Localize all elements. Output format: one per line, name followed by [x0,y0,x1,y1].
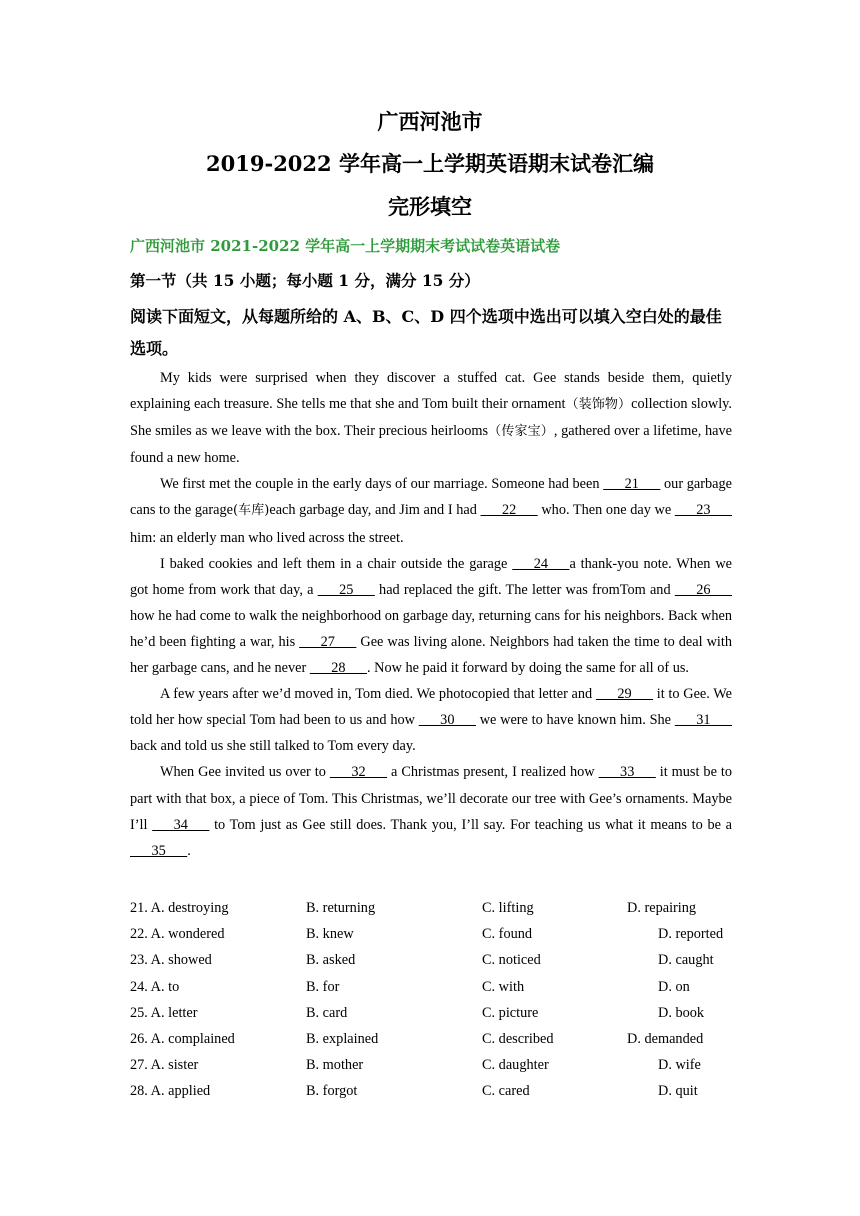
blank-21: 21 [603,476,661,493]
option-d: D. book [658,1004,705,1021]
paragraph-4: A few years after we’d moved in, Tom died. We photocopied that letter and 29 it to Gee. We told her how special Tom had been to us and how 30 we were to have known him. She 31 back and told us she still talked to Tom every day. [130,686,732,755]
question-24-options [130,977,740,1003]
answer-options [130,898,740,1108]
option-a: 22. A. wondered [130,926,225,943]
option-c: C. with [482,978,525,995]
doc-title-topic: 完形填空 [388,194,472,219]
option-b: B. card [306,1004,348,1021]
exam-source-heading: 广西河池市 2021-2022 学年高一上学期期末考试试卷英语试卷 [130,237,561,255]
option-c: C. described [482,1030,554,1047]
option-b: B. forgot [306,1083,358,1100]
blank-27: 27 [299,633,357,650]
instructions: 阅读下面短文，从每题所给的 A、B、C、D 四个选项中选出可以填入空白处的最佳选项。 [130,307,722,358]
option-c: C. found [482,926,533,943]
question-28-options [130,1081,740,1107]
option-d: D. on [658,978,690,995]
blank-32: 32 [329,764,388,781]
doc-title-region: 广西河池市 [377,109,483,134]
paragraph-1: My kids were surprised when they discover a stuffed cat. Gee stands beside them, quietly explaining each treasure. She tells me that she and Tom built their ornament（装饰物）collection slowly. She smiles as we leave with the box. Their precious heirlooms（传家宝）, gathered over a lifetime, have found a new home. [130,370,732,467]
question-25-options [130,1003,740,1029]
option-a: 27. A. sister [130,1057,199,1074]
option-d: D. caught [658,952,714,969]
option-b: B. knew [306,926,354,943]
cloze-passage [130,365,732,864]
option-c: C. cared [482,1083,530,1100]
question-21-options [130,898,740,924]
option-c: C. noticed [482,952,541,969]
option-c: C. lifting [482,900,534,916]
blank-33: 33 [598,764,656,781]
question-26-options [130,1029,740,1055]
blank-34: 34 [152,816,210,833]
question-27-options [130,1055,740,1081]
option-d: D. demanded [627,1030,704,1047]
option-a: 24. A. to [130,978,180,995]
option-b: B. mother [306,1057,364,1074]
section-heading: 第一节（共 15 小题；每小题 1 分，满分 15 分） [130,271,480,290]
option-d: D. repairing [627,900,697,916]
blank-28: 28 [309,660,367,677]
blank-29: 29 [595,686,654,703]
option-c: C. picture [482,1004,539,1021]
doc-title-years: 2019-2022 学年高一上学期英语期末试卷汇编 [206,151,654,176]
option-d: D. reported [658,926,724,943]
blank-23: 23 [674,502,732,519]
option-a: 21. A. destroying [130,900,229,916]
paragraph-3: I baked cookies and left them in a chair outside the garage 24 a thank-you note. When we got home from work that day, a 25 had replaced the gift. The letter was fromTom and 26 how he had come to walk the neighborhood on garbage day, returning cans for his neighbors. Back when he’d been fighting a war, his 27 Gee was living alone. Neighbors had taken the time to deal with her garbage cans, and he never 28 . Now he paid it forward by doing the same for all of us. [130,555,732,677]
option-a: 23. A. showed [130,952,212,969]
paragraph-2: We first met the couple in the early days of our marriage. Someone had been 21 our garbage cans to the garage(车库)each garbage day, and Jim and I had 22 who. Then one day we 23 him: an elderly man who lived across the street. [130,476,732,546]
option-b: B. explained [306,1030,379,1047]
option-a: 25. A. letter [130,1004,198,1021]
option-c: C. daughter [482,1057,549,1074]
option-a: 28. A. applied [130,1083,211,1100]
option-d: D. wife [658,1057,701,1074]
blank-30: 30 [418,712,476,729]
question-23-options [130,950,740,976]
blank-35: 35 [130,842,188,859]
blank-31: 31 [674,712,732,729]
option-b: B. returning [306,900,376,916]
option-d: D. quit [658,1083,698,1100]
option-b: B. for [306,978,340,995]
blank-26: 26 [674,581,732,598]
blank-22: 22 [480,502,538,519]
option-a: 26. A. complained [130,1030,235,1047]
option-b: B. asked [306,952,356,969]
blank-25: 25 [317,581,375,598]
paragraph-5: When Gee invited us over to 32 a Christmas present, I realized how 33 it must be to part with that box, a piece of Tom. This Christmas, we’ll decorate our tree with Gee’s ornaments. Maybe I’ll 34 to Tom just as Gee still does. Thank you, I’ll say. For teaching us what it means to be a 35 . [130,764,733,859]
question-22-options [130,924,740,950]
blank-24: 24 [512,555,570,572]
